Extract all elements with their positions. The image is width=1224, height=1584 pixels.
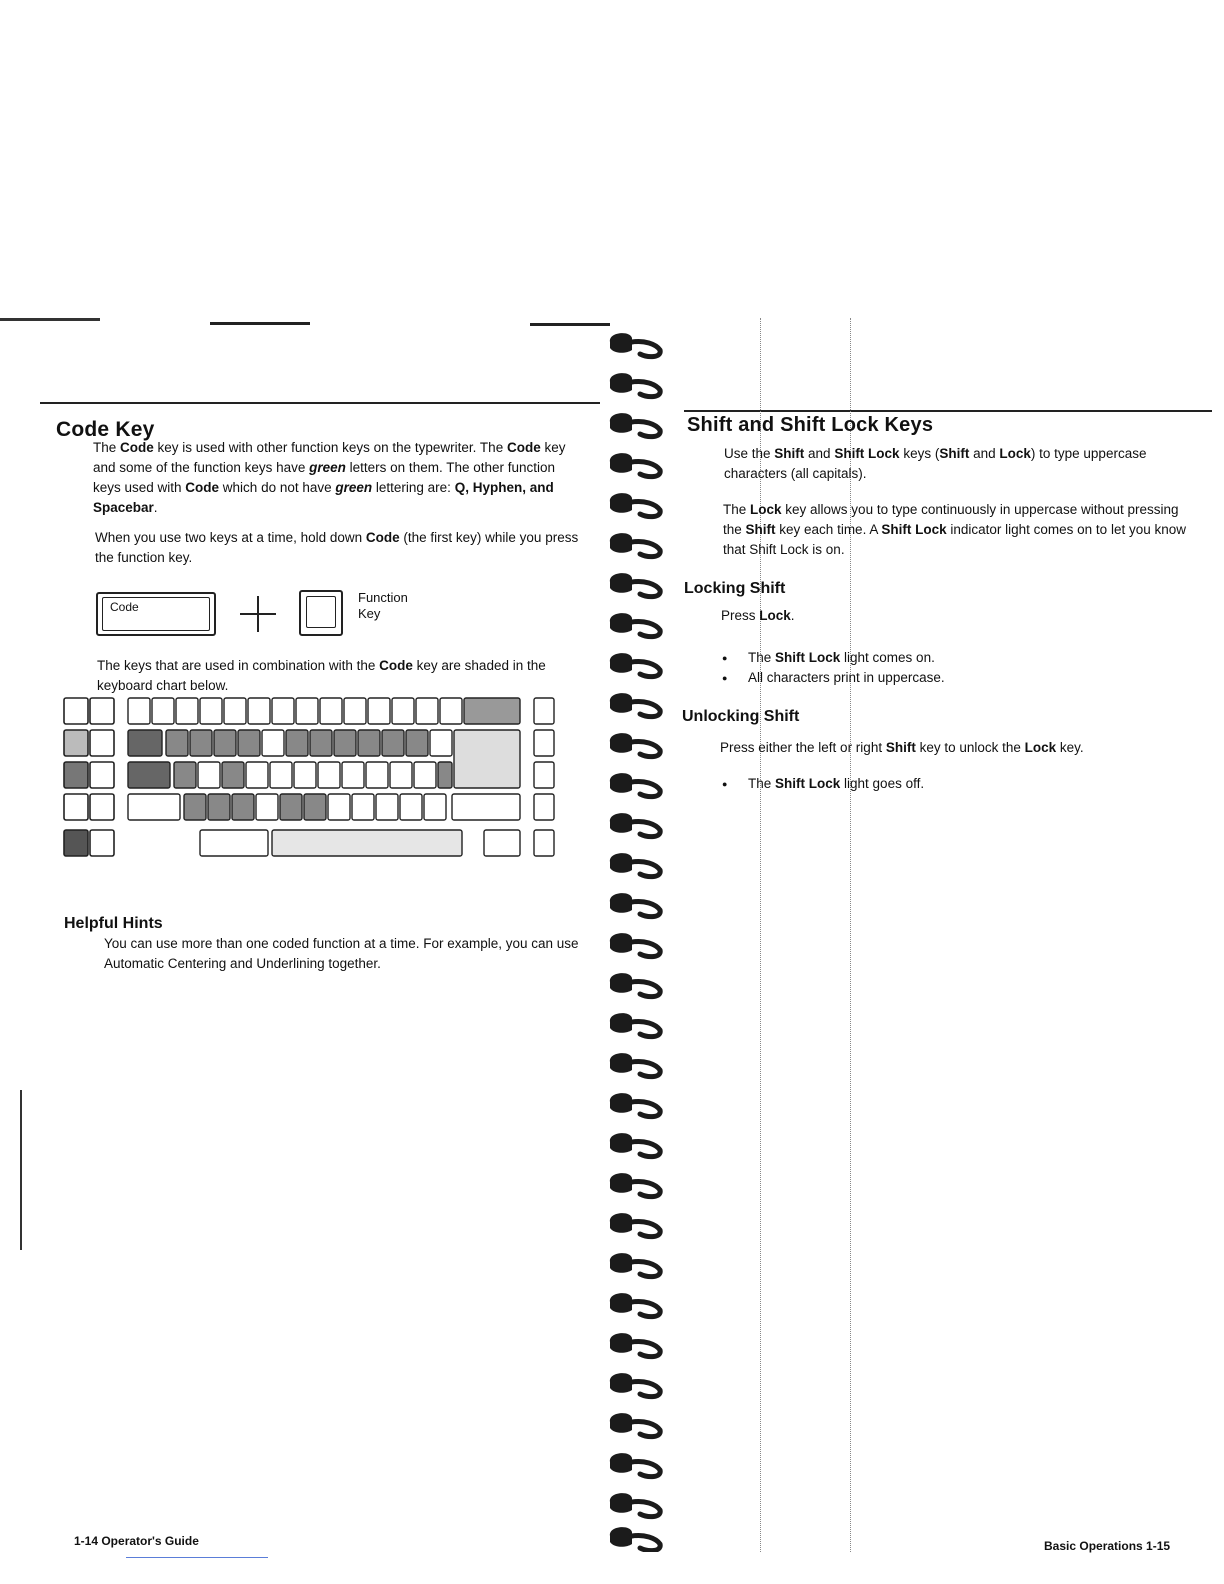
list-item: ● The Shift Lock light goes off. [722, 774, 1192, 794]
left-page-footer: 1-14 Operator's Guide [74, 1534, 199, 1548]
page-title-shift-keys: Shift and Shift Lock Keys [687, 414, 934, 436]
function-key-illustration [299, 590, 343, 636]
unlocking-shift-list [722, 774, 1192, 794]
right-page-rule [684, 410, 1212, 412]
list-item: ● All characters print in uppercase. [722, 668, 1192, 688]
code-key-intro: The Code key is used with other function keys on the typewriter. The Code key and some of the function keys have green letters on them. The other function keys used with Code which do not have green lettering are: Q, Hyphen, and Spacebar. [93, 440, 566, 515]
top-scan-mark [0, 318, 100, 321]
function-key-label: Function [358, 590, 408, 605]
spiral-coils [610, 333, 660, 1551]
unlocking-shift-heading: Unlocking Shift [682, 708, 800, 725]
locking-shift-heading: Locking Shift [684, 580, 786, 597]
bottom-artifact-line [126, 1557, 268, 1558]
left-edge-line [20, 1090, 22, 1250]
function-key-label: Key [358, 606, 381, 621]
plus-sign [240, 596, 276, 632]
helpful-hints-heading: Helpful Hints [64, 915, 163, 932]
unlocking-shift-instruction: Press either the left or right Shift key to unlock the Lock key. [720, 740, 1084, 755]
list-item: ● The Shift Lock light comes on. [722, 648, 1192, 668]
right-page-footer: Basic Operations 1-15 [1044, 1539, 1171, 1553]
shift-intro: Use the Shift and Shift Lock keys (Shift and Lock) to type uppercase characters (all capitals). [724, 446, 1147, 481]
left-page-rule [40, 402, 600, 404]
helpful-hints-text: You can use more than one coded function at a time. For example, you can use Automatic Centering and Underlining together. [104, 936, 579, 971]
code-key-label: Code [110, 600, 139, 614]
lock-description: The Lock key allows you to type continuously in uppercase without pressing the Shift key each time. A Shift Lock indicator light comes on to let you know that Shift Lock is on. [723, 502, 1186, 557]
shaded-keys-note: The keys that are used in combination with the Code key are shaded in the keyboard chart below. [97, 658, 546, 693]
page-title-code-key: Code Key [56, 418, 155, 441]
spiral-binding [604, 322, 676, 1552]
keyboard-chart [60, 694, 560, 874]
top-scan-mark [210, 322, 310, 325]
locking-shift-instruction: Press Lock. [721, 608, 795, 623]
locking-shift-list [722, 648, 1192, 688]
top-scan-mark [530, 323, 610, 326]
code-key-illustration [96, 592, 216, 636]
two-keys-instruction: When you use two keys at a time, hold down Code (the first key) while you press the function key. [95, 530, 579, 565]
